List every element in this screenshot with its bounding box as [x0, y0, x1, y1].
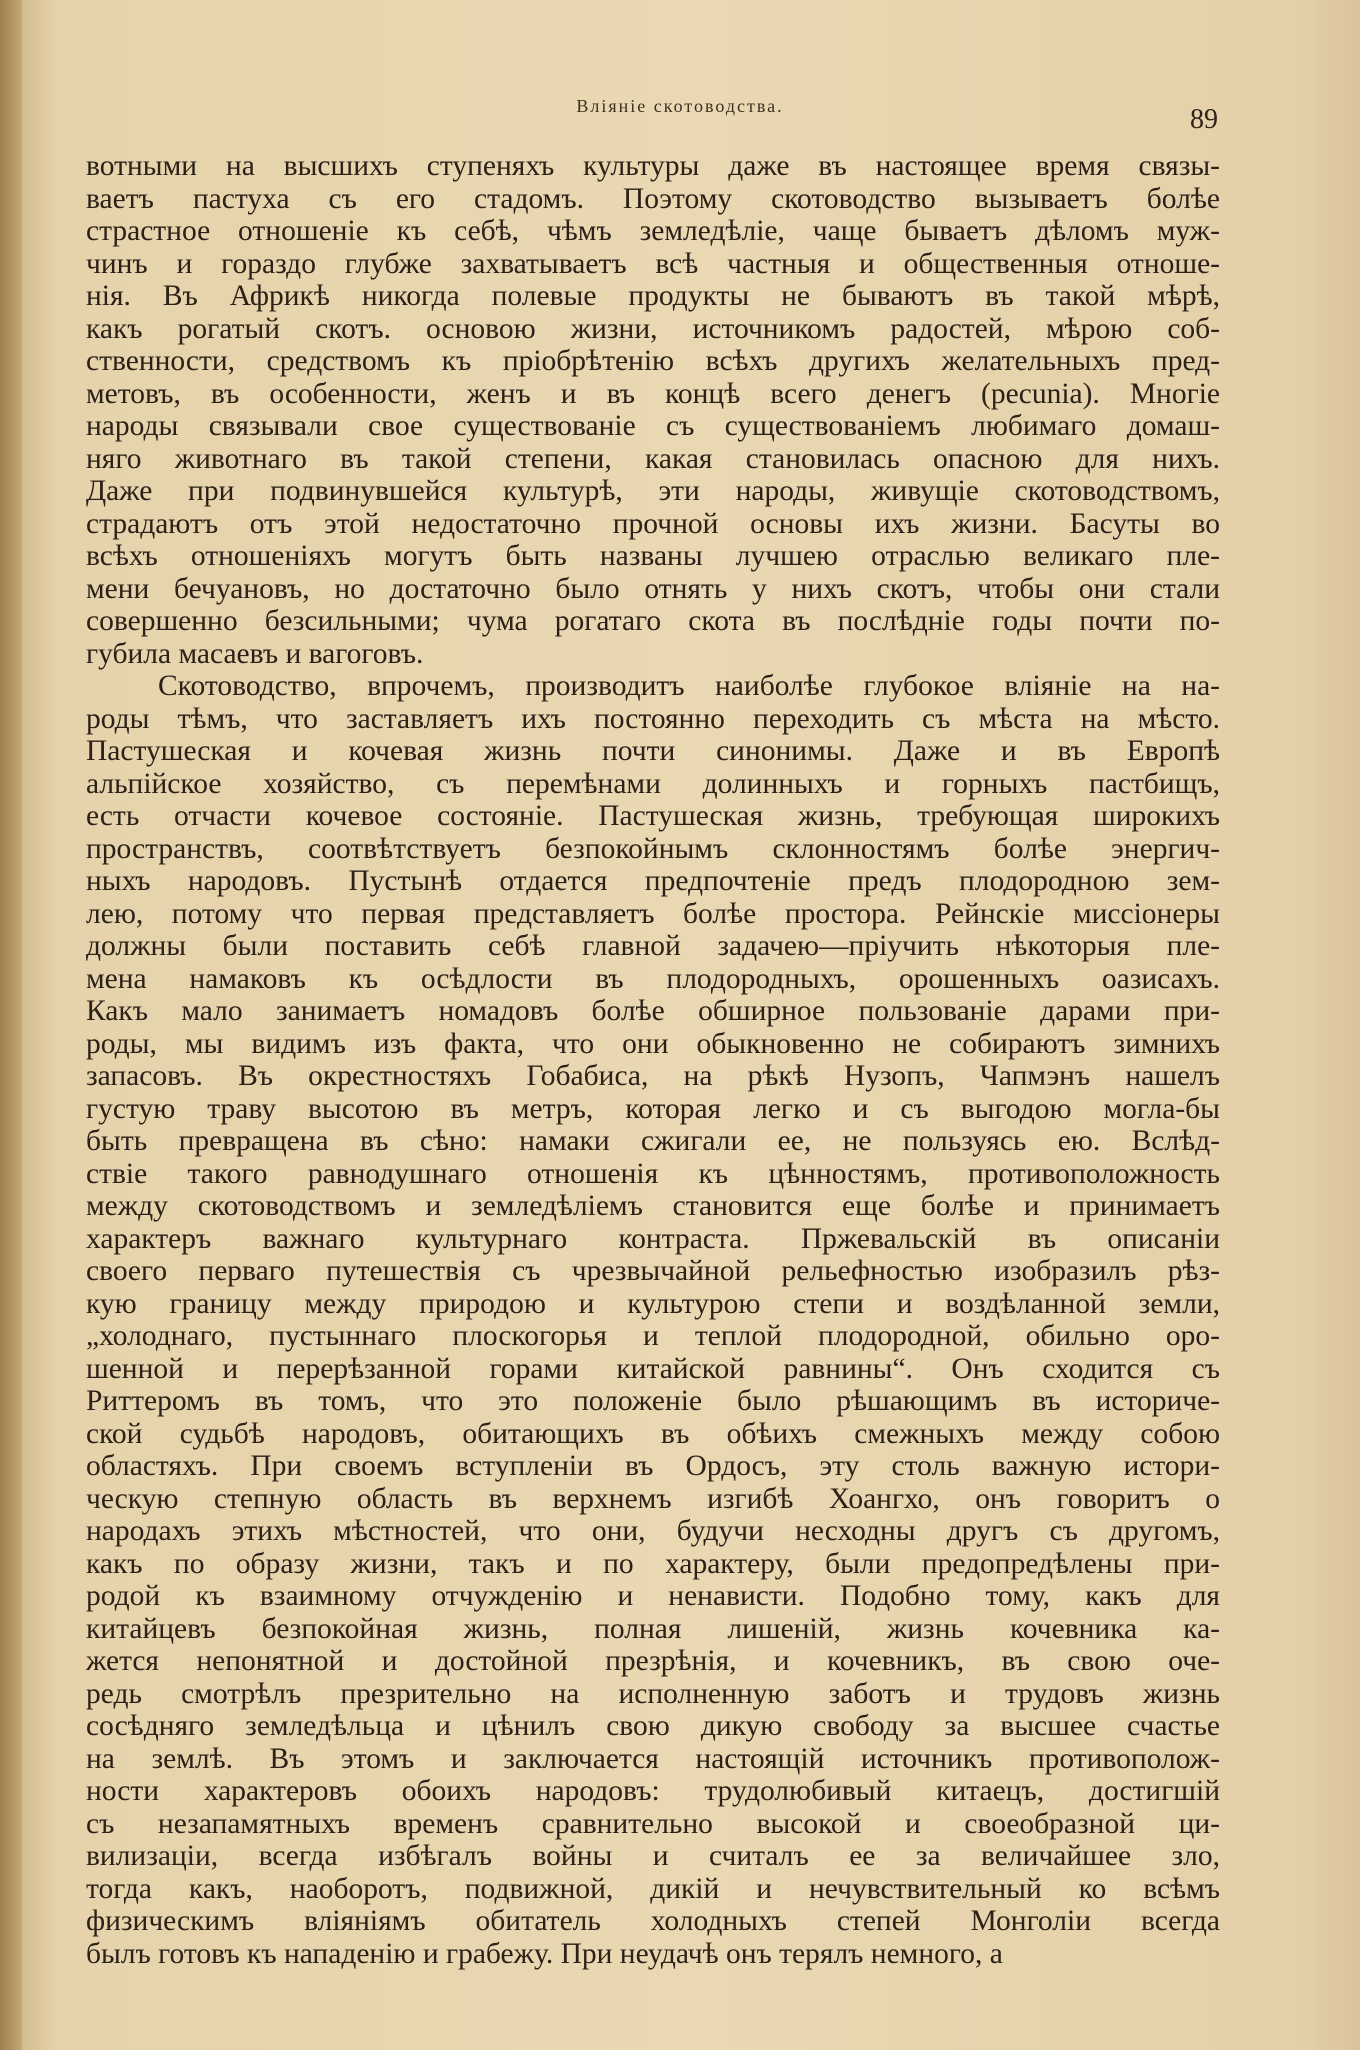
- text-line: ской судьбѣ народовъ, обитающихъ въ обѣихъ смежныхъ между собою: [86, 1417, 1220, 1450]
- text-line: ственности, средствомъ къ пріобрѣтенію всѣхъ другихъ желательныхъ пред-: [86, 345, 1220, 377]
- text-line: запасовъ. Въ окрестностяхъ Гобабиса, на рѣкѣ Нузопъ, Чапмэнъ нашелъ: [86, 1060, 1220, 1092]
- text-line: физическимъ вліяніямъ обитатель холодныхъ степей Монголіи всегда: [86, 1905, 1220, 1937]
- text-line: быть превращена въ сѣно: намаки сжигали ее, не пользуясь ею. Вслѣд-: [86, 1125, 1220, 1157]
- text-line: должны были поставить себѣ главной задачею—пріучить нѣкоторыя пле-: [86, 930, 1220, 962]
- text-line: былъ готовъ къ нападенію и грабежу. При неудачѣ онъ терялъ немного, а: [86, 1937, 1003, 1970]
- text-line: альпійское хозяйство, съ перемѣнами долинныхъ и горныхъ пастбищъ,: [86, 767, 1220, 800]
- text-line: народахъ этихъ мѣстностей, что они, будучи несходны другъ съ другомъ,: [86, 1515, 1220, 1547]
- text-line: сосѣдняго земледѣльца и цѣнилъ свою дикую свободу за высшее счастье: [86, 1710, 1220, 1742]
- paragraph: [86, 670, 1220, 1970]
- text-line: страдаютъ отъ этой недостаточно прочной основы ихъ жизни. Басуты во: [86, 507, 1220, 540]
- text-line: няго животнаго въ такой степени, какая становилась опасною для нихъ.: [86, 442, 1220, 475]
- text-line: чинъ и гораздо глубже захватываетъ всѣ частныя и общественныя отноше-: [86, 247, 1220, 280]
- text-line: „холоднаго, пустыннаго плоскогорья и теплой плодородной, обильно оро-: [86, 1320, 1220, 1352]
- text-line: мена намаковъ къ осѣдлости въ плодородныхъ, орошенныхъ оазисахъ.: [86, 962, 1220, 995]
- text-line: ствіе такого равнодушнаго отношенія къ цѣнностямъ, противоположность: [86, 1157, 1220, 1190]
- paragraph: [86, 150, 1220, 670]
- text-line: ваетъ пастуха съ его стадомъ. Поэтому скотоводство вызываетъ болѣе: [86, 182, 1220, 215]
- text-line: губила масаевъ и вагоговъ.: [86, 637, 424, 670]
- text-line: между скотоводствомъ и земледѣліемъ становится еще болѣе и принимаетъ: [86, 1190, 1220, 1222]
- text-line: кую границу между природою и культурою степи и воздѣланной земли,: [86, 1287, 1220, 1320]
- text-line: китайцевъ безпокойная жизнь, полная лишеній, жизнь кочевника ка-: [86, 1612, 1220, 1645]
- page-spine-shadow: [0, 0, 22, 2050]
- text-line: есть отчасти кочевое состояніе. Пастушеская жизнь, требующая широкихъ: [86, 800, 1220, 832]
- text-line: жется непонятной и достойной презрѣнія, и кочевникъ, въ свою оче-: [86, 1645, 1220, 1677]
- body-text: [86, 150, 1220, 1970]
- text-line: страстное отношеніе къ себѣ, чѣмъ земледѣліе, чаще бываетъ дѣломъ муж-: [86, 215, 1220, 247]
- text-line: роды, мы видимъ изъ факта, что они обыкновенно не собираютъ зимнихъ: [86, 1027, 1220, 1060]
- text-line: метовъ, въ особенности, женъ и въ концѣ всего денегъ (pecunia). Многіе: [86, 377, 1220, 410]
- text-line: народы связывали свое существованіе съ существованіемъ любимаго домаш-: [86, 410, 1220, 442]
- text-line: шенной и перерѣзанной горами китайской равнины“. Онъ сходится съ: [86, 1352, 1220, 1385]
- text-line: пространствъ, соотвѣтствуетъ безпокойнымъ склонностямъ болѣе энергич-: [86, 832, 1220, 865]
- text-line: Даже при подвинувшейся культурѣ, эти народы, живущіе скотоводствомъ,: [86, 475, 1220, 507]
- text-line: густую траву высотою въ метръ, которая легко и съ выгодою могла-бы: [86, 1092, 1220, 1125]
- text-line: вотными на высшихъ ступеняхъ культуры даже въ настоящее время связы-: [86, 150, 1220, 182]
- text-line: нія. Въ Африкѣ никогда полевые продукты не бываютъ въ такой мѣрѣ,: [86, 280, 1220, 312]
- text-line: областяхъ. При своемъ вступленіи въ Ордосъ, эту столь важную истори-: [86, 1450, 1220, 1482]
- text-line: на землѣ. Въ этомъ и заключается настоящій источникъ противополож-: [86, 1742, 1220, 1775]
- text-line: съ незапамятныхъ временъ сравнительно высокой и своеобразной ци-: [86, 1807, 1220, 1840]
- text-line: тогда какъ, наоборотъ, подвижной, дикій и нечувствительный ко всѣмъ: [86, 1872, 1220, 1905]
- text-line: Какъ мало занимаетъ номадовъ болѣе обширное пользованіе дарами при-: [86, 995, 1220, 1027]
- page-number: 89: [1190, 104, 1218, 135]
- text-line: всѣхъ отношеніяхъ могутъ быть названы лучшею отраслью великаго пле-: [86, 540, 1220, 572]
- text-line: ности характеровъ обоихъ народовъ: трудолюбивый китаецъ, достигшій: [86, 1775, 1220, 1807]
- text-line: роды тѣмъ, что заставляетъ ихъ постоянно переходить съ мѣста на мѣсто.: [86, 702, 1220, 735]
- text-line: редь смотрѣлъ презрительно на исполненную заботъ и трудовъ жизнь: [86, 1677, 1220, 1710]
- text-line: Скотоводство, впрочемъ, производитъ наиболѣе глубокое вліяніе на на-: [158, 670, 1220, 702]
- text-line: характеръ важнаго культурнаго контраста. Пржевальскій въ описаніи: [86, 1222, 1220, 1255]
- text-line: вилизаціи, всегда избѣгалъ войны и считалъ ее за величайшее зло,: [86, 1840, 1220, 1872]
- text-line: лею, потому что первая представляетъ болѣе простора. Рейнскіе миссіонеры: [86, 897, 1220, 930]
- text-line: совершенно безсильными; чума рогатаго скота въ послѣдніе годы почти по-: [86, 605, 1220, 637]
- text-line: какъ рогатый скотъ. основою жизни, источникомъ радостей, мѣрою соб-: [86, 312, 1220, 345]
- text-line: ческую степную область въ верхнемъ изгибѣ Хоангхо, онъ говоритъ о: [86, 1482, 1220, 1515]
- running-title: Вліяніе скотоводства.: [576, 96, 784, 116]
- text-line: родой къ взаимному отчужденію и ненависти. Подобно тому, какъ для: [86, 1580, 1220, 1612]
- text-line: ныхъ народовъ. Пустынѣ отдается предпочтеніе предъ плодородною зем-: [86, 865, 1220, 897]
- text-line: Пастушеская и кочевая жизнь почти синонимы. Даже и въ Европѣ: [86, 735, 1220, 767]
- text-line: мени бечуановъ, но достаточно было отнять у нихъ скотъ, чтобы они стали: [86, 572, 1220, 605]
- text-line: какъ по образу жизни, такъ и по характеру, были предопредѣлены при-: [86, 1547, 1220, 1580]
- text-line: Риттеромъ въ томъ, что это положеніе было рѣшающимъ въ историче-: [86, 1385, 1220, 1417]
- text-line: своего перваго путешествія съ чрезвычайной рельефностью изобразилъ рѣз-: [86, 1255, 1220, 1287]
